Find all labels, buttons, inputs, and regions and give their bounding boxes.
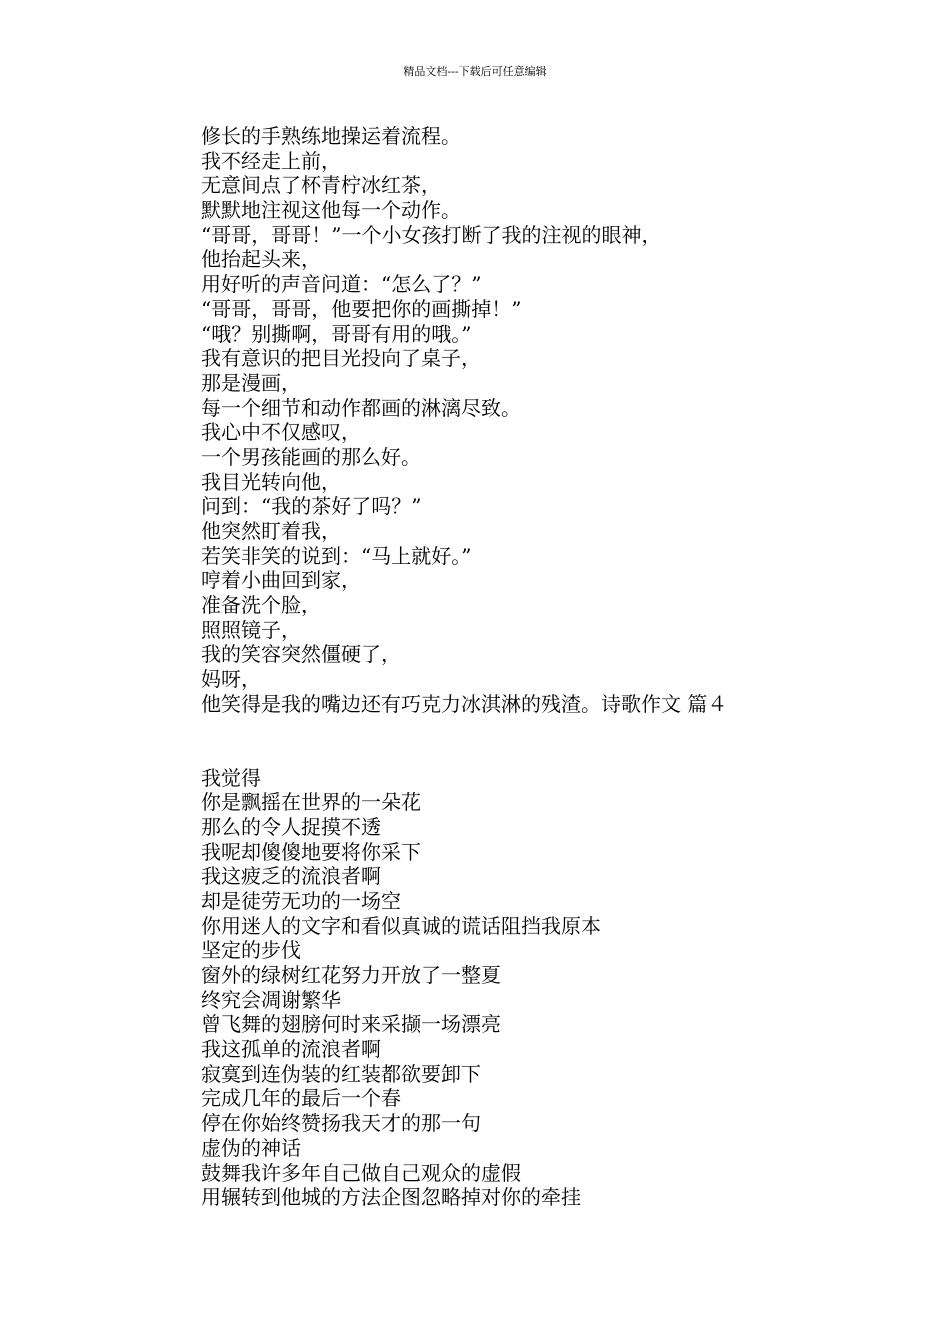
text-line: 准备洗个脸， [201, 593, 321, 618]
text-line: 曾飞舞的翅膀何时来采撷一场漂亮 [201, 1012, 501, 1037]
text-line: 停在你始终赞扬我天才的那一句 [201, 1111, 481, 1136]
text-line: 他抬起头来， [201, 247, 321, 272]
text-line: 我这疲乏的流浪者啊 [201, 864, 381, 889]
section-1 [201, 124, 901, 717]
text-line: 终究会凋谢繁华 [201, 987, 341, 1012]
text-line: 寂寞到连伪装的红装都欲要卸下 [201, 1061, 481, 1086]
text-line: 你用迷人的文字和看似真诚的谎话阻挡我原本 [201, 913, 601, 938]
text-line: 哼着小曲回到家， [201, 568, 361, 593]
text-line: 妈呀， [201, 667, 261, 692]
text-line: 那是漫画， [201, 370, 301, 395]
text-line: 那么的令人捉摸不透 [201, 814, 381, 839]
text-line: 鼓舞我许多年自己做自己观众的虚假 [201, 1160, 521, 1185]
text-line: 用好听的声音问道：“怎么了？” [201, 272, 482, 297]
text-line: 我呢却傻傻地要将你采下 [201, 839, 421, 864]
text-line: 却是徒劳无功的一场空 [201, 888, 401, 913]
text-line: 虚伪的神话 [201, 1135, 301, 1160]
text-line: 默默地注视这他每一个动作。 [201, 198, 461, 223]
text-line: 我目光转向他， [201, 469, 341, 494]
page-header: 精品文档---下载后可任意编辑 [403, 65, 547, 78]
text-line: 若笑非笑的说到：“马上就好。” [201, 543, 472, 568]
text-line: 无意间点了杯青柠冰红茶， [201, 173, 441, 198]
document-body [201, 124, 901, 1210]
text-line: 问到：“我的茶好了吗？” [201, 494, 422, 519]
text-line: 他笑得是我的嘴边还有巧克力冰淇淋的残渣。诗歌作文 篇４ [201, 691, 728, 716]
section-gap [201, 717, 901, 766]
text-line: 你是飘摇在世界的一朵花 [201, 790, 421, 815]
text-line: “哦？别撕啊，哥哥有用的哦。” [201, 321, 472, 346]
text-line: 我不经走上前， [201, 148, 341, 173]
text-line: 每一个细节和动作都画的淋漓尽致。 [201, 395, 521, 420]
text-line: 修长的手熟练地操运着流程。 [201, 124, 461, 148]
text-line: 他突然盯着我， [201, 519, 341, 543]
text-line: 我有意识的把目光投向了桌子， [201, 346, 481, 371]
text-line: 坚定的步伐 [201, 938, 301, 963]
text-line: “哥哥，哥哥！”一个小女孩打断了我的注视的眼神， [201, 222, 662, 247]
text-line: 我觉得 [201, 765, 261, 790]
text-line: 完成几年的最后一个春 [201, 1086, 401, 1111]
text-line: 一个男孩能画的那么好。 [201, 444, 421, 469]
section-2 [201, 766, 901, 1210]
text-line: 我心中不仅感叹， [201, 420, 361, 445]
text-line: 我的笑容突然僵硬了， [201, 642, 401, 667]
text-line: “哥哥，哥哥，他要把你的画撕掉！” [201, 296, 522, 321]
text-line: 我这孤单的流浪者啊 [201, 1037, 381, 1062]
text-line: 用辗转到他城的方法企图忽略掉对你的牵挂 [201, 1185, 581, 1210]
text-line: 窗外的绿树红花努力开放了一整夏 [201, 963, 501, 987]
text-line: 照照镜子， [201, 617, 301, 642]
